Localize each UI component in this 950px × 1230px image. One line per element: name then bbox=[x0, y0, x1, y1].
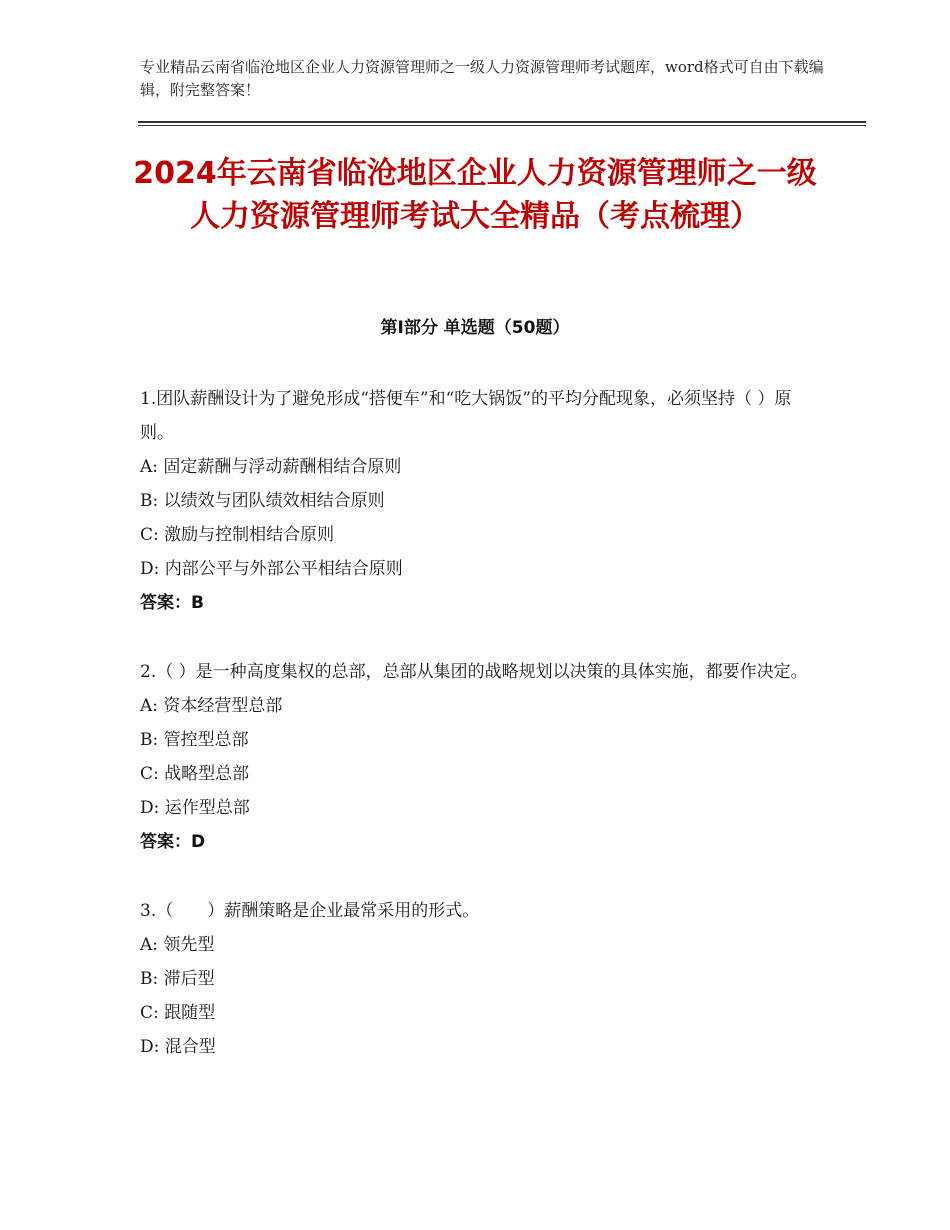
option-d: D: 混合型 bbox=[140, 1037, 216, 1057]
header-note: 专业精品云南省临沧地区企业人力资源管理师之一级人力资源管理师考试题库，word格式可自由下载编辑，附完整答案！ bbox=[140, 58, 824, 99]
question-2 bbox=[140, 655, 820, 859]
document-title: 2024年云南省临沧地区企业人力资源管理师之一级人力资源管理师考试大全精品（考点梳理） bbox=[133, 156, 817, 234]
option-b: B: 以绩效与团队绩效相结合原则 bbox=[140, 491, 385, 511]
answer: 答案：B bbox=[140, 593, 204, 613]
option-c: C: 激励与控制相结合原则 bbox=[140, 525, 335, 545]
question-stem: 3.（ ）薪酬策略是企业最常采用的形式。 bbox=[140, 901, 480, 921]
header-divider-thin bbox=[138, 125, 866, 126]
option-a: A: 领先型 bbox=[140, 935, 215, 955]
option-b: B: 管控型总部 bbox=[140, 730, 249, 750]
option-a: A: 资本经营型总部 bbox=[140, 696, 283, 716]
question-stem: 1.团队薪酬设计为了避免形成“搭便车”和“吃大锅饭”的平均分配现象，必须坚持（ ）原则。 bbox=[140, 389, 792, 443]
question-1 bbox=[140, 382, 820, 620]
option-a: A: 固定薪酬与浮动薪酬相结合原则 bbox=[140, 457, 402, 477]
option-b: B: 滞后型 bbox=[140, 969, 215, 989]
header-divider-thick bbox=[138, 121, 866, 123]
option-c: C: 战略型总部 bbox=[140, 764, 250, 784]
question-stem: 2.（ ）是一种高度集权的总部，总部从集团的战略规划以决策的具体实施，都要作决定。 bbox=[140, 662, 808, 682]
section-heading: 第Ⅰ部分 单选题（50题） bbox=[380, 318, 570, 338]
option-c: C: 跟随型 bbox=[140, 1003, 216, 1023]
option-d: D: 运作型总部 bbox=[140, 798, 250, 818]
question-list bbox=[140, 382, 820, 1099]
question-3 bbox=[140, 894, 820, 1064]
option-d: D: 内部公平与外部公平相结合原则 bbox=[140, 559, 403, 579]
answer: 答案：D bbox=[140, 832, 206, 852]
